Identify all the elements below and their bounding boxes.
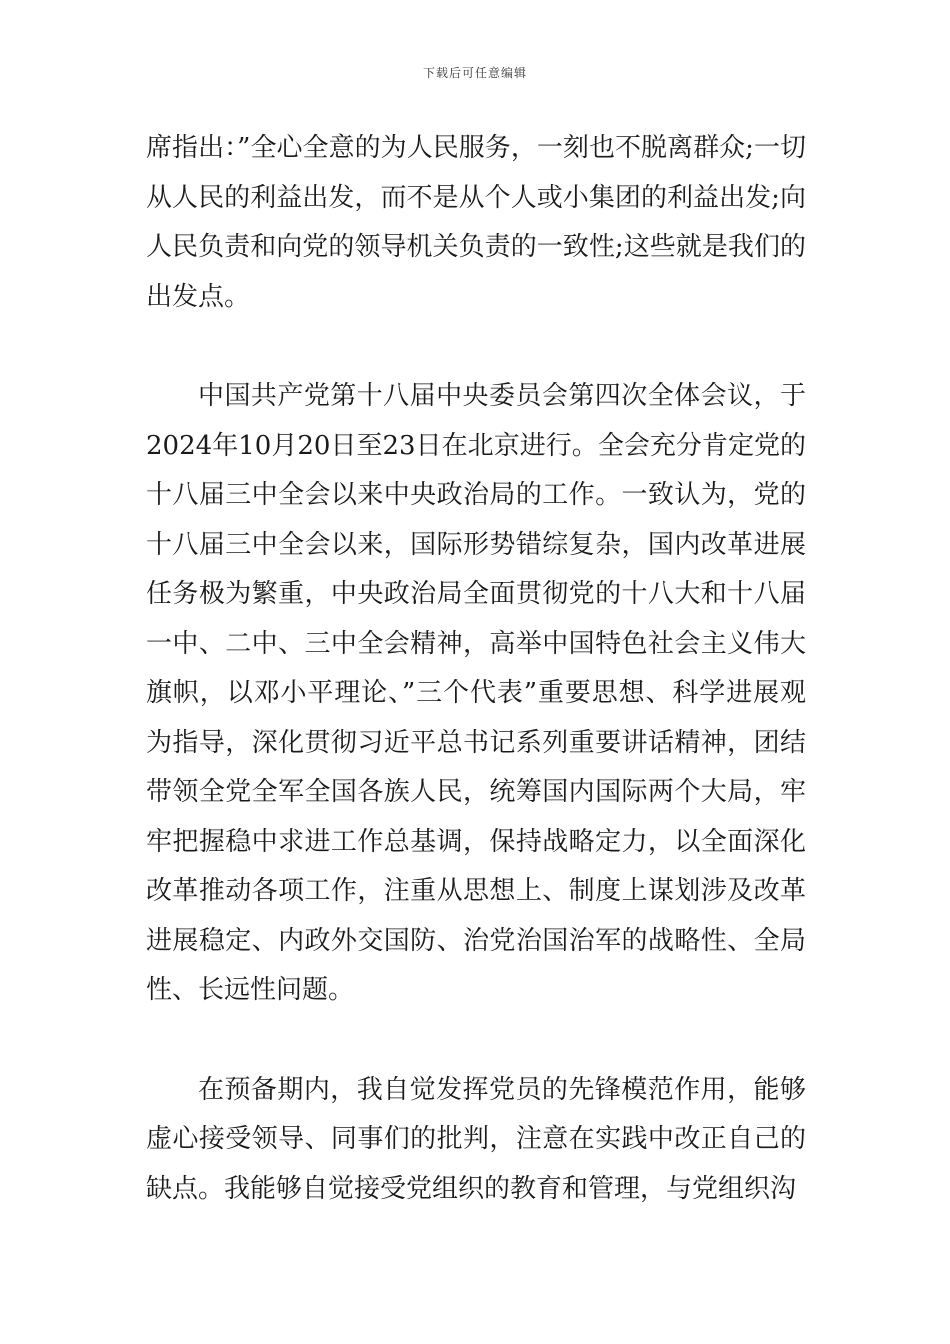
document-body [146,124,806,1214]
header-note: 下载后可任意编辑 [422,66,527,80]
paragraph-1: 席指出：”全心全意的为人民服务，一刻也不脱离群众;一切从人民的利益出发，而不是从个人或小集团的利益出发;向人民负责和向党的领导机关负责的一致性;这些就是我们的出发点。 [146,133,806,312]
paragraph-gap [146,1016,806,1066]
paragraph-gap [146,322,806,372]
paragraph-2: 中国共产党第十八届中央委员会第四次全体会议，于2024年10月20日至23日在北京进行。全会充分肯定党的十八届三中全会以来中央政治局的工作。一致认为，党的十八届三中全会以来，国际形势错综复杂，国内改革进展任务极为繁重，中央政治局全面贯彻党的十八大和十八届一中、二中、三中全会精神，高举中国特色社会主义伟大旗帜，以邓小平理论、”三个代表”重要思想、科学进展观为指导，深化贯彻习近平总书记系列重要讲话精神，团结带领全党全军全国各族人民，统筹国内国际两个大局，牢牢把握稳中求进工作总基调，保持战略定力，以全面深化改革推动各项工作，注重从思想上、制度上谋划涉及改革进展稳定、内政外交国防、治党治国治军的战略性、全局性、长远性问题。 [146,381,806,1005]
paragraph-3: 在预备期内，我自觉发挥党员的先锋模范作用，能够虚心接受领导、同事们的批判，注意在实践中改正自己的缺点。我能够自觉接受党组织的教育和管理，与党组织沟 [146,1074,806,1204]
